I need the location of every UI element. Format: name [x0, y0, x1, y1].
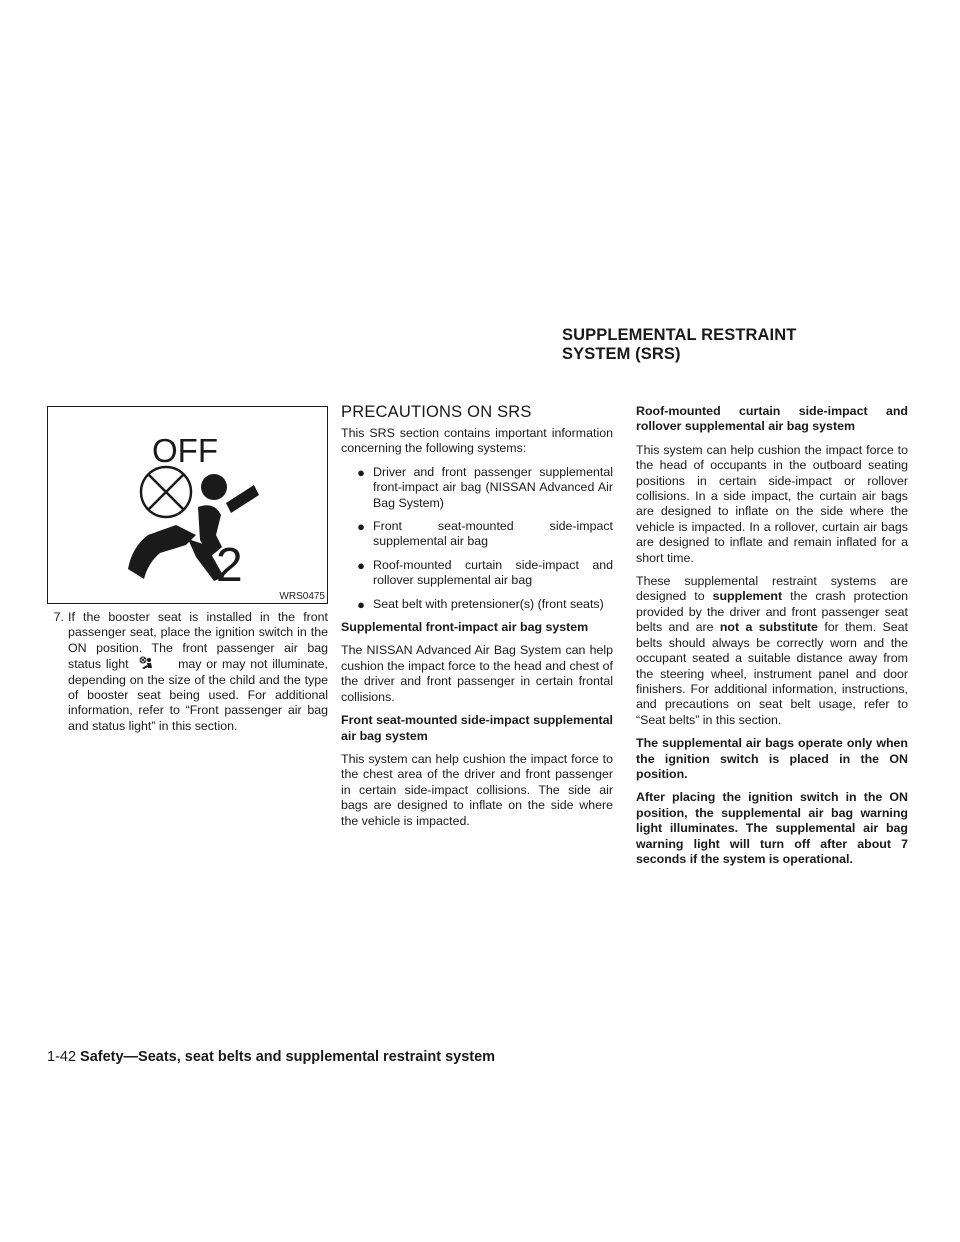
bullet-icon: ● — [357, 557, 365, 573]
side-impact-text: This system can help cushion the impact force to the chest area of the driver and front passenger in certain side-impact collisions. The side air bags are designed to inflate on the side where the vehicle is impacted. — [341, 751, 613, 828]
footer-title: Safety—Seats, seat belts and supplemental restraint system — [80, 1049, 496, 1065]
step-text — [68, 610, 328, 734]
step-text-before: If the booster seat is installed in the front passenger seat, place the ignition switch in the ON position. The front passenger air bag status light — [68, 610, 328, 672]
bullet-icon: ● — [357, 519, 365, 535]
figure-number: 2 — [216, 539, 243, 592]
step-number: 7. — [53, 610, 64, 624]
side-impact-heading: Front seat-mounted side-impact supplemental air bag system — [341, 713, 613, 743]
bullet-icon: ● — [357, 596, 365, 612]
list-item: ● Front seat-mounted side-impact supplemental air bag — [341, 519, 613, 550]
page-footer — [47, 1049, 495, 1065]
precautions-intro: This SRS section contains important information concerning the following systems: — [341, 426, 613, 456]
front-impact-text: The NISSAN Advanced Air Bag System can help cushion the impact force to the head and chest of the driver and front passenger in certain frontal collisions. — [341, 643, 613, 704]
curtain-text: This system can help cushion the impact force to the head of occupants in the outboard seating positions in certain side-impact or rollover collisions. In a side impact, the curtain air bags are designed to inflate on the side where the vehicle is impacted. In a rollover, curtain air bags are designed to inflate and remain inflated for a short time. — [636, 442, 908, 565]
list-item: ● Roof-mounted curtain side-impact and rollover supplemental air bag — [341, 558, 613, 589]
ignition-note: The supplemental air bags operate only when the ignition switch is placed in the ON position. — [636, 736, 908, 781]
column-left — [47, 610, 328, 734]
column-right — [636, 404, 908, 875]
section-title-line1: SUPPLEMENTAL RESTRAINT — [562, 326, 797, 344]
section-title — [562, 326, 942, 364]
step-item — [47, 610, 328, 734]
page-number: 1-42 — [47, 1049, 77, 1065]
bullet-icon: ● — [357, 464, 365, 480]
supplement-paragraph: These supplemental restraint systems are designed to supplement the crash protection provided by the driver and front passenger seat belts and are not a substitute for them. Seat belts should always be correctly worn and the occupant seated a suitable distance away from the steering wheel, instrument panel and door finishers. For additional information, instructions, and precautions on seat belt usage, refer to “Seat belts” in this section. — [636, 574, 909, 727]
airbag-status-light-icon — [139, 656, 155, 670]
precautions-heading: PRECAUTIONS ON SRS — [341, 403, 532, 421]
curtain-heading: Roof-mounted curtain side-impact and rollover supplemental air bag system — [636, 404, 908, 434]
section-title-line2: SYSTEM (SRS) — [562, 345, 681, 363]
front-impact-heading: Supplemental front-impact air bag system — [341, 620, 589, 635]
airbag-off-figure — [47, 406, 328, 604]
figure-off-text: OFF — [152, 432, 218, 469]
column-middle — [341, 403, 613, 837]
list-item: ● Driver and front passenger supplemental front-impact air bag (NISSAN Advanced Air Bag System) — [341, 465, 613, 511]
passenger-airbag-off-icon — [48, 407, 329, 605]
figure-label: WRS0475 — [279, 591, 325, 602]
step-text-after: may or may not illuminate, depending on the size of the child and the type of booster seat being used. For additional information, refer to “Front passenger air bag and status light” in this section. — [68, 657, 328, 733]
warning-light-note: After placing the ignition switch in the ON position, the supplemental air bag warning light illuminates. The supplemental air bag warning light will turn off after about 7 seconds if the system is operational. — [636, 790, 908, 866]
systems-list — [341, 465, 613, 612]
list-item: ● Seat belt with pretensioner(s) (front seats) — [341, 597, 613, 612]
